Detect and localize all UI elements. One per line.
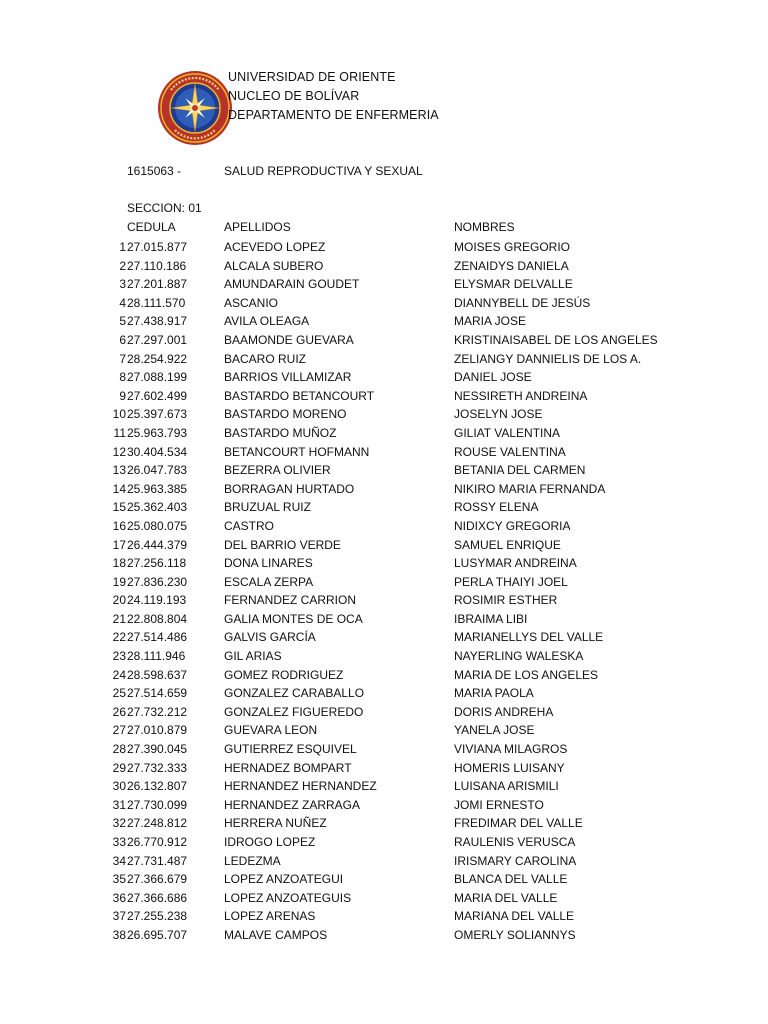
- nombres-cell: HOMERIS LUISANY: [454, 760, 565, 775]
- cedula-cell: 27.366.679: [127, 872, 188, 887]
- cedula-cell: 27.088.199: [127, 370, 188, 385]
- nombres-cell: ZENAIDYS DANIELA: [454, 258, 569, 273]
- apellidos-cell: BARRIOS VILLAMIZAR: [224, 370, 352, 385]
- apellidos-cell: ALCALA SUBERO: [224, 258, 324, 273]
- campus-name: NUCLEO DE BOLÍVAR: [228, 89, 360, 103]
- table-row: [0, 461, 768, 480]
- table-row: [0, 610, 768, 629]
- table-row: [0, 554, 768, 573]
- apellidos-cell: LOPEZ ANZOATEGUIS: [224, 890, 352, 905]
- department-name: DEPARTAMENTO DE ENFERMERIA: [228, 108, 439, 122]
- nombres-cell: DIANNYBELL DE JESÚS: [454, 295, 591, 310]
- table-row: [0, 647, 768, 666]
- cedula-cell: 25.397.673: [127, 407, 188, 422]
- table-row: [0, 777, 768, 796]
- row-number: 34: [112, 853, 126, 868]
- nombres-cell: PERLA THAIYI JOEL: [454, 574, 568, 589]
- apellidos-cell: AMUNDARAIN GOUDET: [224, 277, 360, 292]
- row-number: 12: [112, 444, 126, 459]
- table-row: [0, 517, 768, 536]
- column-header-apellidos: APELLIDOS: [224, 220, 291, 234]
- cedula-cell: 27.438.917: [127, 314, 188, 329]
- apellidos-cell: GUTIERREZ ESQUIVEL: [224, 742, 357, 757]
- table-row: [0, 480, 768, 499]
- table-row: [0, 443, 768, 462]
- row-number: 10: [112, 407, 126, 422]
- table-row: [0, 907, 768, 926]
- table-row: [0, 573, 768, 592]
- section-label: SECCION: 01: [127, 201, 202, 215]
- apellidos-cell: BASTARDO BETANCOURT: [224, 388, 375, 403]
- table-row: [0, 238, 768, 257]
- cedula-cell: 27.201.887: [127, 277, 188, 292]
- apellidos-cell: HERNANDEZ ZARRAGA: [224, 797, 361, 812]
- cedula-cell: 27.730.099: [127, 797, 188, 812]
- row-number: 17: [112, 537, 126, 552]
- nombres-cell: MOISES GREGORIO: [454, 240, 571, 254]
- table-row: [0, 275, 768, 294]
- apellidos-cell: AVILA OLEAGA: [224, 314, 310, 329]
- nombres-cell: JOSELYN JOSE: [454, 407, 543, 422]
- table-row: [0, 703, 768, 722]
- nombres-cell: JOMI ERNESTO: [454, 797, 544, 812]
- apellidos-cell: FERNANDEZ CARRION: [224, 593, 357, 608]
- table-row: [0, 536, 768, 555]
- table-row: [0, 852, 768, 871]
- cedula-cell: 27.015.877: [127, 240, 188, 254]
- apellidos-cell: LOPEZ ARENAS: [224, 909, 316, 924]
- apellidos-cell: MALAVE CAMPOS: [224, 927, 328, 942]
- course-code: 1615063 -: [127, 164, 182, 178]
- apellidos-cell: BASTARDO MORENO: [224, 407, 347, 422]
- row-number: 25: [112, 686, 126, 701]
- row-number: 21: [112, 611, 126, 626]
- table-row: [0, 666, 768, 685]
- apellidos-cell: HERRERA NUÑEZ: [224, 816, 327, 831]
- row-number: 13: [112, 463, 126, 478]
- cedula-cell: 25.080.075: [127, 518, 188, 533]
- cedula-cell: 27.248.812: [127, 816, 188, 831]
- nombres-cell: MARIA JOSE: [454, 314, 527, 329]
- row-number: 18: [112, 556, 126, 571]
- apellidos-cell: BACARO RUIZ: [224, 351, 307, 366]
- row-number: 5: [119, 314, 126, 329]
- row-number: 22: [112, 630, 126, 645]
- nombres-cell: BLANCA DEL VALLE: [454, 872, 568, 887]
- row-number: 6: [119, 332, 126, 347]
- row-number: 2: [119, 258, 126, 273]
- table-row: [0, 870, 768, 889]
- nombres-cell: YANELA JOSE: [454, 723, 535, 738]
- nombres-cell: ELYSMAR DELVALLE: [454, 277, 573, 292]
- nombres-cell: RAULENIS VERUSCA: [454, 835, 576, 849]
- apellidos-cell: ESCALA ZERPA: [224, 574, 314, 589]
- apellidos-cell: GALVIS GARCÍA: [224, 630, 316, 645]
- table-row: [0, 294, 768, 313]
- cedula-cell: 28.254.922: [127, 351, 188, 366]
- course-name: SALUD REPRODUCTIVA Y SEXUAL: [224, 164, 423, 178]
- university-seal-icon: [157, 70, 233, 146]
- nombres-cell: DANIEL JOSE: [454, 370, 532, 385]
- nombres-cell: ROUSE VALENTINA: [454, 444, 566, 459]
- apellidos-cell: BETANCOURT HOFMANN: [224, 444, 370, 459]
- table-row: [0, 405, 768, 424]
- cedula-cell: 22.808.804: [127, 611, 188, 626]
- row-number: 35: [112, 872, 126, 887]
- apellidos-cell: GALIA MONTES DE OCA: [224, 611, 363, 626]
- nombres-cell: BETANIA DEL CARMEN: [454, 463, 586, 478]
- row-number: 32: [112, 816, 126, 831]
- nombres-cell: MARIANA DEL VALLE: [454, 909, 575, 924]
- row-number: 16: [112, 518, 126, 533]
- nombres-cell: ROSIMIR ESTHER: [454, 593, 558, 608]
- table-row: [0, 833, 768, 852]
- row-number: 11: [113, 425, 126, 440]
- cedula-cell: 27.514.486: [127, 630, 188, 645]
- table-row: [0, 368, 768, 387]
- cedula-cell: 27.514.659: [127, 686, 188, 701]
- apellidos-cell: CASTRO: [224, 518, 275, 533]
- table-row: [0, 814, 768, 833]
- cedula-cell: 25.963.385: [127, 481, 188, 496]
- cedula-cell: 27.256.118: [127, 556, 187, 571]
- cedula-cell: 27.010.879: [127, 723, 188, 738]
- cedula-cell: 26.132.807: [127, 779, 188, 794]
- apellidos-cell: BASTARDO MUÑOZ: [224, 425, 337, 440]
- row-number: 33: [112, 835, 126, 849]
- row-number: 20: [112, 593, 126, 608]
- row-number: 23: [112, 649, 126, 664]
- cedula-cell: 27.110.186: [127, 258, 187, 273]
- apellidos-cell: BEZERRA OLIVIER: [224, 463, 331, 478]
- apellidos-cell: BORRAGAN HURTADO: [224, 481, 355, 496]
- student-list: [0, 238, 768, 945]
- apellidos-cell: ASCANIO: [224, 295, 279, 310]
- nombres-cell: LUSYMAR ANDREINA: [454, 556, 577, 571]
- cedula-cell: 24.119.193: [127, 593, 187, 608]
- cedula-cell: 28.111.946: [127, 649, 186, 664]
- cedula-cell: 27.731.487: [127, 853, 188, 868]
- university-name: UNIVERSIDAD DE ORIENTE: [228, 70, 396, 84]
- apellidos-cell: ACEVEDO LOPEZ: [224, 240, 326, 254]
- cedula-cell: 27.836.230: [127, 574, 188, 589]
- row-number: 19: [112, 574, 126, 589]
- apellidos-cell: GOMEZ RODRIGUEZ: [224, 667, 344, 682]
- table-row: [0, 759, 768, 778]
- nombres-cell: MARIA DE LOS ANGELES: [454, 667, 599, 682]
- row-number: 30: [112, 779, 126, 794]
- row-number: 28: [112, 742, 126, 757]
- nombres-cell: MARIANELLYS DEL VALLE: [454, 630, 604, 645]
- cedula-cell: 27.602.499: [127, 388, 188, 403]
- apellidos-cell: DONA LINARES: [224, 556, 313, 571]
- cedula-cell: 27.297.001: [127, 332, 188, 347]
- cedula-cell: 28.598.637: [127, 667, 188, 682]
- apellidos-cell: GONZALEZ FIGUEREDO: [224, 704, 364, 719]
- nombres-cell: NAYERLING WALESKA: [454, 649, 584, 664]
- nombres-cell: LUISANA ARISMILI: [454, 779, 559, 794]
- table-row: [0, 498, 768, 517]
- table-row: [0, 889, 768, 908]
- nombres-cell: OMERLY SOLIANNYS: [454, 927, 576, 942]
- table-row: [0, 740, 768, 759]
- row-number: 15: [112, 500, 126, 515]
- row-number: 24: [112, 667, 126, 682]
- table-row: [0, 257, 768, 276]
- apellidos-cell: LOPEZ ANZOATEGUI: [224, 872, 344, 887]
- apellidos-cell: DEL BARRIO VERDE: [224, 537, 341, 552]
- cedula-cell: 25.963.793: [127, 425, 188, 440]
- table-row: [0, 387, 768, 406]
- apellidos-cell: BAAMONDE GUEVARA: [224, 332, 354, 347]
- nombres-cell: KRISTINAISABEL DE LOS ANGELES: [454, 332, 658, 347]
- row-number: 37: [112, 909, 126, 924]
- table-row: [0, 684, 768, 703]
- nombres-cell: VIVIANA MILAGROS: [454, 742, 568, 757]
- cedula-cell: 27.366.686: [127, 890, 188, 905]
- column-header-nombres: NOMBRES: [454, 220, 515, 234]
- row-number: 36: [112, 890, 126, 905]
- row-number: 8: [119, 370, 126, 385]
- nombres-cell: GILIAT VALENTINA: [454, 425, 561, 440]
- row-number: 31: [112, 797, 126, 812]
- table-row: [0, 926, 768, 945]
- table-row: [0, 350, 768, 369]
- apellidos-cell: BRUZUAL RUIZ: [224, 500, 311, 515]
- nombres-cell: NESSIRETH ANDREINA: [454, 388, 588, 403]
- table-row: [0, 312, 768, 331]
- nombres-cell: IRISMARY CAROLINA: [454, 853, 577, 868]
- table-row: [0, 796, 768, 815]
- cedula-cell: 26.695.707: [127, 927, 188, 942]
- cedula-cell: 27.732.212: [127, 704, 188, 719]
- row-number: 3: [119, 277, 126, 292]
- nombres-cell: ROSSY ELENA: [454, 500, 539, 515]
- nombres-cell: NIDIXCY GREGORIA: [454, 518, 571, 533]
- cedula-cell: 26.444.379: [127, 537, 188, 552]
- nombres-cell: SAMUEL ENRIQUE: [454, 537, 561, 552]
- cedula-cell: 26.047.783: [127, 463, 188, 478]
- row-number: 29: [112, 760, 126, 775]
- nombres-cell: DORIS ANDREHA: [454, 704, 554, 719]
- apellidos-cell: IDROGO LOPEZ: [224, 835, 316, 849]
- cedula-cell: 27.390.045: [127, 742, 188, 757]
- row-number: 4: [119, 295, 126, 310]
- row-number: 7: [119, 351, 126, 366]
- cedula-cell: 27.732.333: [127, 760, 188, 775]
- cedula-cell: 25.362.403: [127, 500, 188, 515]
- row-number: 27: [112, 723, 126, 738]
- apellidos-cell: LEDEZMA: [224, 853, 281, 868]
- table-row: [0, 331, 768, 350]
- nombres-cell: MARIA PAOLA: [454, 686, 534, 701]
- table-row: [0, 591, 768, 610]
- table-row: [0, 628, 768, 647]
- table-row: [0, 424, 768, 443]
- apellidos-cell: GUEVARA LEON: [224, 723, 318, 738]
- row-number: 26: [112, 704, 126, 719]
- apellidos-cell: HERNANDEZ HERNANDEZ: [224, 779, 377, 794]
- apellidos-cell: GONZALEZ CARABALLO: [224, 686, 365, 701]
- apellidos-cell: GIL ARIAS: [224, 649, 282, 664]
- nombres-cell: FREDIMAR DEL VALLE: [454, 816, 583, 831]
- nombres-cell: ZELIANGY DANNIELIS DE LOS A.: [454, 351, 642, 366]
- apellidos-cell: HERNADEZ BOMPART: [224, 760, 352, 775]
- row-number: 1: [119, 240, 126, 254]
- cedula-cell: 28.111.570: [127, 295, 186, 310]
- cedula-cell: 27.255.238: [127, 909, 188, 924]
- nombres-cell: MARIA DEL VALLE: [454, 890, 558, 905]
- cedula-cell: 30.404.534: [127, 444, 188, 459]
- row-number: 14: [112, 481, 126, 496]
- column-header-cedula: CEDULA: [127, 220, 176, 234]
- cedula-cell: 26.770.912: [127, 835, 188, 849]
- row-number: 38: [112, 927, 126, 942]
- row-number: 9: [119, 388, 126, 403]
- table-row: [0, 721, 768, 740]
- nombres-cell: NIKIRO MARIA FERNANDA: [454, 481, 606, 496]
- nombres-cell: IBRAIMA LIBI: [454, 611, 528, 626]
